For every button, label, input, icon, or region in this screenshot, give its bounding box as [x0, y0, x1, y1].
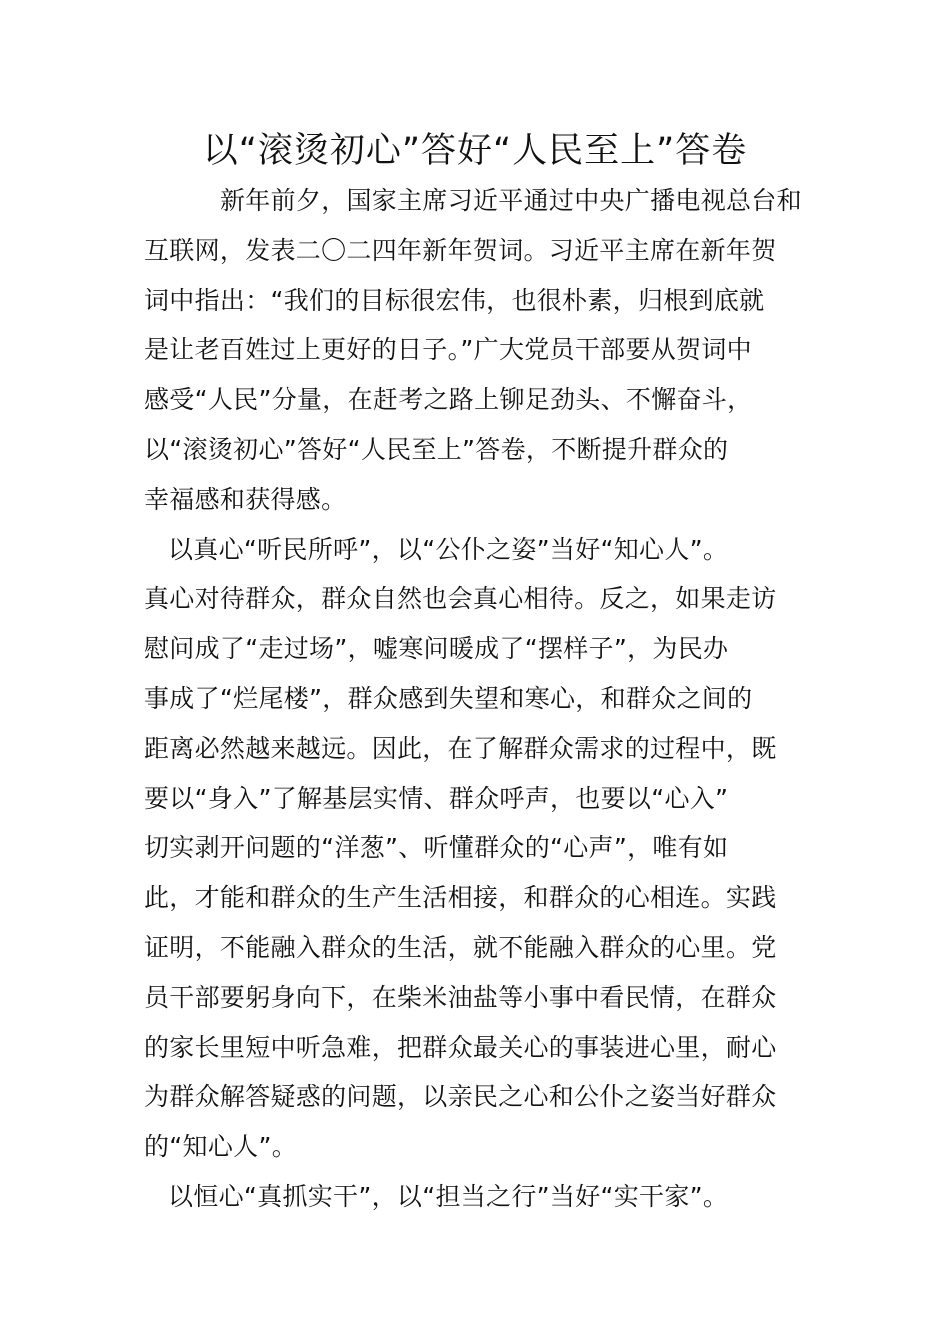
paragraph-line: 的“知心人”。 — [144, 1132, 298, 1162]
paragraph-line: 是让老百姓过上更好的日子。”广大党员干部要从贺词中 — [144, 335, 752, 365]
paragraph-line: 真心对待群众，群众自然也会真心相待。反之，如果走访 — [144, 584, 777, 614]
paragraph-line: 以真心“听民所呼”，以“公仆之姿”当好“知心人”。 — [168, 534, 729, 564]
paragraph-line: 此，才能和群众的生产生活相接，和群众的心相连。实践 — [144, 883, 777, 913]
paragraph-line: 新年前夕，国家主席习近平通过中央广播电视总台和 — [220, 186, 802, 215]
paragraph-line: 互联网，发表二〇二四年新年贺词。习近平主席在新年贺 — [144, 235, 777, 265]
paragraph-line: 事成了“烂尾楼”，群众感到失望和寒心，和群众之间的 — [144, 683, 753, 713]
paragraph-line: 距离必然越来越远。因此，在了解群众需求的过程中，既 — [144, 733, 777, 763]
paragraph-line: 员干部要躬身向下，在柴米油盐等小事中看民情，在群众 — [144, 982, 777, 1012]
document-body — [144, 176, 812, 1222]
paragraph-line: 为群众解答疑惑的问题，以亲民之心和公仆之姿当好群众 — [144, 1082, 777, 1112]
paragraph-line: 要以“身入”了解基层实情、群众呼声，也要以“心入” — [144, 783, 729, 813]
paragraph-line: 以“滚烫初心”答好“人民至上”答卷，不断提升群众的 — [144, 434, 729, 464]
paragraph-line: 以恒心“真抓实干”，以“担当之行”当好“实干家”。 — [168, 1181, 729, 1211]
paragraph-line: 证明，不能融入群众的生活，就不能融入群众的心里。党 — [144, 932, 777, 962]
paragraph-line: 慰问成了“走过场”，嘘寒问暖成了“摆样子”，为民办 — [144, 634, 729, 664]
document-title: 以“滚烫初心”答好“人民至上”答卷 — [202, 131, 748, 171]
paragraph-line: 切实剥开问题的“洋葱”、听懂群众的“心声”，唯有如 — [144, 833, 729, 863]
paragraph-line: 的家长里短中听急难，把群众最关心的事装进心里，耐心 — [144, 1032, 777, 1062]
paragraph-line: 感受“人民”分量，在赶考之路上铆足劲头、不懈奋斗， — [144, 385, 753, 415]
paragraph-line: 词中指出：“我们的目标很宏伟，也很朴素，归根到底就 — [144, 285, 765, 315]
paragraph-line: 幸福感和获得感。 — [144, 484, 347, 514]
